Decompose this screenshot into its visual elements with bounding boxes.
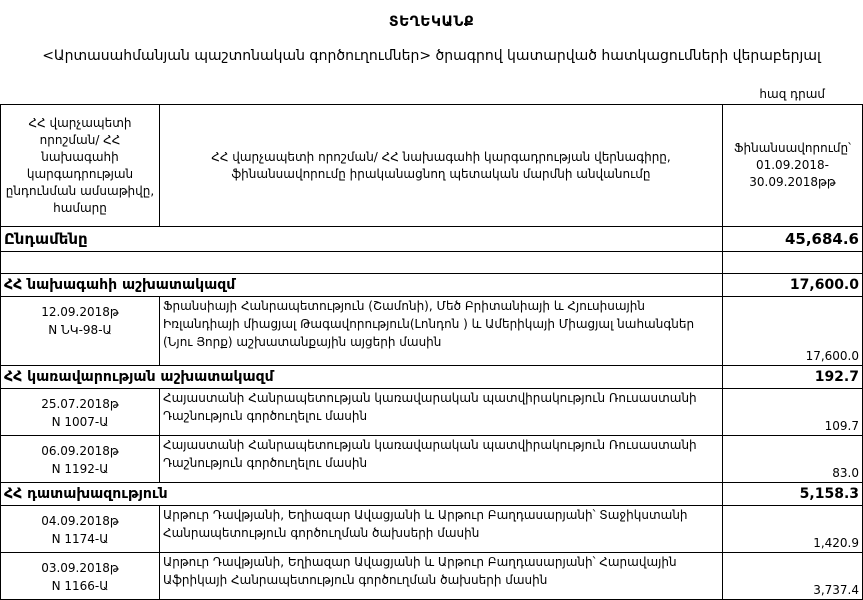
row-value: 83.0 (723, 436, 863, 483)
section-value: 192.7 (723, 366, 863, 389)
document-subtitle: <Արտասահմանյան պաշտոնական գործուղումներ> ծրագրով կատարված հատկացումների վերաբերյալ (42, 48, 821, 64)
total-row (1, 227, 863, 252)
table-header-row (1, 105, 863, 227)
table-row (1, 506, 863, 553)
section-name: ՀՀ նախագահի աշխատակազմ (1, 274, 723, 297)
row-description: Հայաստանի Հանրապետության կառավարական պատվիրակություն Ռուսաստանի Դաշնություն գործուղելու մասին (160, 436, 723, 483)
row-date-number: 03.09.2018թ N 1166-Ա (1, 553, 160, 600)
unit-label: հազ դրամ (759, 87, 825, 101)
blank-row (1, 252, 863, 274)
table-row (1, 553, 863, 600)
row-date-number: 25.07.2018թ N 1007-Ա (1, 389, 160, 436)
table-row (1, 436, 863, 483)
header-decision-date: ՀՀ վարչապետի որոշման/ ՀՀ նախագահի կարգադրության ընդունման ամսաթիվը, համարը (1, 105, 160, 227)
table-row (1, 389, 863, 436)
row-value: 3,737.4 (723, 553, 863, 600)
document-title: ՏԵՂԵԿԱՆՔ (388, 14, 475, 30)
row-description: Ֆրանսիայի Հանրապետություն (Շամոնի), Մեծ Բրիտանիայի և Հյուսիսային Իռլանդիայի միացյալ Թագավորություն(Լոնդոն ) և Ամերիկայի Միացյալ նահանգներ (Նյու Յորք) աշխատանքային այցերի մասին (160, 297, 723, 366)
section-name: ՀՀ դատախազություն (1, 483, 723, 506)
total-value: 45,684.6 (723, 227, 863, 252)
section-row (1, 274, 863, 297)
row-date-number: 04.09.2018թ N 1174-Ա (1, 506, 160, 553)
section-row (1, 483, 863, 506)
total-label: Ընդամենը (1, 227, 723, 252)
header-decision-title: ՀՀ վարչապետի որոշման/ ՀՀ նախագահի կարգադրության վերնագիրը, ֆինանսավորումը իրականացնող պետական մարմնի անվանումը (160, 105, 723, 227)
row-description: Արթուր Դավթյանի, Եղիազար Ավացյանի և Արթուր Բաղդասարյանի՝ Տաջիկստանի Հանրապետություն գործուղման ծախսերի մասին (160, 506, 723, 553)
row-date-number: 12.09.2018թ N ՆԿ-98-Ա (1, 297, 160, 366)
row-date-number: 06.09.2018թ N 1192-Ա (1, 436, 160, 483)
row-description: Հայաստանի Հանրապետության կառավարական պատվիրակություն Ռուսաստանի Դաշնություն գործուղելու մասին (160, 389, 723, 436)
section-row (1, 366, 863, 389)
table-row (1, 297, 863, 366)
allocations-table (0, 104, 863, 600)
section-name: ՀՀ կառավարության աշխատակազմ (1, 366, 723, 389)
row-value: 109.7 (723, 389, 863, 436)
row-value: 17,600.0 (723, 297, 863, 366)
section-value: 5,158.3 (723, 483, 863, 506)
row-description: Արթուր Դավթյանի, Եղիազար Ավացյանի և Արթուր Բաղդասարյանի՝ Հարավային Աֆրիկայի Հանրապետություն գործուղման ծախսերի մասին (160, 553, 723, 600)
section-value: 17,600.0 (723, 274, 863, 297)
row-value: 1,420.9 (723, 506, 863, 553)
header-financing: Ֆինանսավորումը՝ 01.09.2018- 30.09.2018թթ (723, 105, 863, 227)
